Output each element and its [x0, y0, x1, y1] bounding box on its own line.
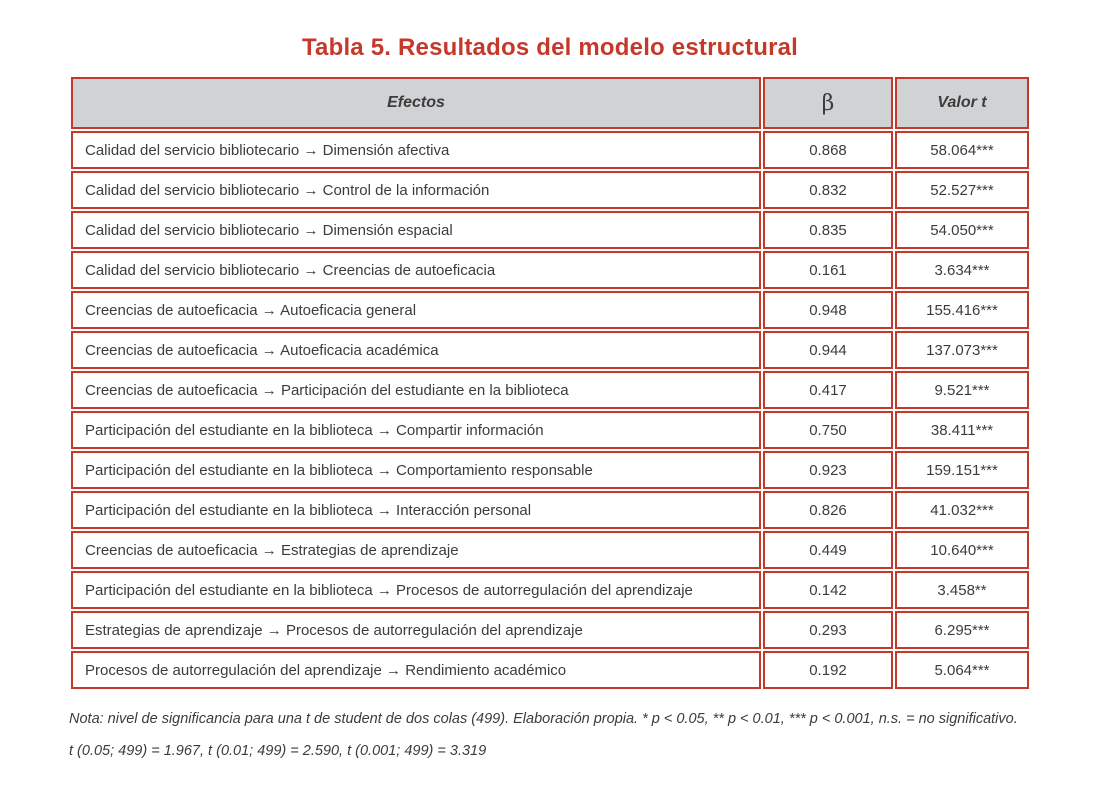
- table-row: [71, 571, 1029, 609]
- table-row: [71, 251, 1029, 289]
- effect-cell: Creencias de autoeficacia → Participación del estudiante en la biblioteca: [71, 371, 761, 409]
- note-line-1: Nota: nivel de significancia para una t de student de dos colas (499). Elaboración propia. * p < 0.05, ** p < 0.01, *** p < 0.001, n.s. = no significativo.: [69, 711, 1018, 727]
- effect-cell: Creencias de autoeficacia → Estrategias de aprendizaje: [71, 531, 761, 569]
- t-value-cell: 5.064***: [895, 651, 1029, 689]
- header-valor-t: Valor t: [895, 77, 1029, 129]
- t-value-cell: 10.640***: [895, 531, 1029, 569]
- t-value-cell: 54.050***: [895, 211, 1029, 249]
- table-row: [71, 331, 1029, 369]
- table-note: [69, 703, 1031, 767]
- header-beta: β: [763, 77, 893, 129]
- t-value-cell: 155.416***: [895, 291, 1029, 329]
- effect-cell: Calidad del servicio bibliotecario → Creencias de autoeficacia: [71, 251, 761, 289]
- beta-value-cell: 0.142: [763, 571, 893, 609]
- effect-cell: Estrategias de aprendizaje → Procesos de autorregulación del aprendizaje: [71, 611, 761, 649]
- beta-value-cell: 0.948: [763, 291, 893, 329]
- t-value-cell: 3.634***: [895, 251, 1029, 289]
- t-value-cell: 38.411***: [895, 411, 1029, 449]
- table-body: [71, 131, 1029, 689]
- beta-value-cell: 0.293: [763, 611, 893, 649]
- beta-value-cell: 0.944: [763, 331, 893, 369]
- beta-value-cell: 0.192: [763, 651, 893, 689]
- header-row: [71, 77, 1029, 129]
- beta-value-cell: 0.868: [763, 131, 893, 169]
- beta-value-cell: 0.449: [763, 531, 893, 569]
- t-value-cell: 6.295***: [895, 611, 1029, 649]
- t-value-cell: 159.151***: [895, 451, 1029, 489]
- t-value-cell: 58.064***: [895, 131, 1029, 169]
- table-row: [71, 651, 1029, 689]
- table-row: [71, 611, 1029, 649]
- table-row: [71, 131, 1029, 169]
- beta-value-cell: 0.832: [763, 171, 893, 209]
- effect-cell: Calidad del servicio bibliotecario → Dimensión afectiva: [71, 131, 761, 169]
- beta-value-cell: 0.835: [763, 211, 893, 249]
- table-row: [71, 371, 1029, 409]
- effect-cell: Participación del estudiante en la biblioteca → Comportamiento responsable: [71, 451, 761, 489]
- t-value-cell: 41.032***: [895, 491, 1029, 529]
- table-title: Tabla 5. Resultados del modelo estructural: [301, 34, 799, 61]
- effect-cell: Procesos de autorregulación del aprendizaje → Rendimiento académico: [71, 651, 761, 689]
- t-value-cell: 52.527***: [895, 171, 1029, 209]
- effect-cell: Participación del estudiante en la biblioteca → Procesos de autorregulación del aprendizaje: [71, 571, 761, 609]
- results-table: [69, 75, 1031, 691]
- header-efectos: Efectos: [71, 77, 761, 129]
- effect-cell: Calidad del servicio bibliotecario → Control de la información: [71, 171, 761, 209]
- table-header: [71, 77, 1029, 129]
- table-row: [71, 411, 1029, 449]
- beta-value-cell: 0.750: [763, 411, 893, 449]
- beta-value-cell: 0.826: [763, 491, 893, 529]
- note-line-2: t (0.05; 499) = 1.967, t (0.01; 499) = 2.590, t (0.001; 499) = 3.319: [69, 743, 487, 759]
- effect-cell: Participación del estudiante en la biblioteca → Interacción personal: [71, 491, 761, 529]
- t-value-cell: 137.073***: [895, 331, 1029, 369]
- t-value-cell: 9.521***: [895, 371, 1029, 409]
- table-row: [71, 451, 1029, 489]
- table-row: [71, 531, 1029, 569]
- t-value-cell: 3.458**: [895, 571, 1029, 609]
- effect-cell: Calidad del servicio bibliotecario → Dimensión espacial: [71, 211, 761, 249]
- table-row: [71, 491, 1029, 529]
- effect-cell: Participación del estudiante en la biblioteca → Compartir información: [71, 411, 761, 449]
- table-row: [71, 171, 1029, 209]
- table-row: [71, 211, 1029, 249]
- effect-cell: Creencias de autoeficacia → Autoeficacia general: [71, 291, 761, 329]
- effect-cell: Creencias de autoeficacia → Autoeficacia académica: [71, 331, 761, 369]
- beta-value-cell: 0.417: [763, 371, 893, 409]
- beta-value-cell: 0.923: [763, 451, 893, 489]
- beta-value-cell: 0.161: [763, 251, 893, 289]
- table-row: [71, 291, 1029, 329]
